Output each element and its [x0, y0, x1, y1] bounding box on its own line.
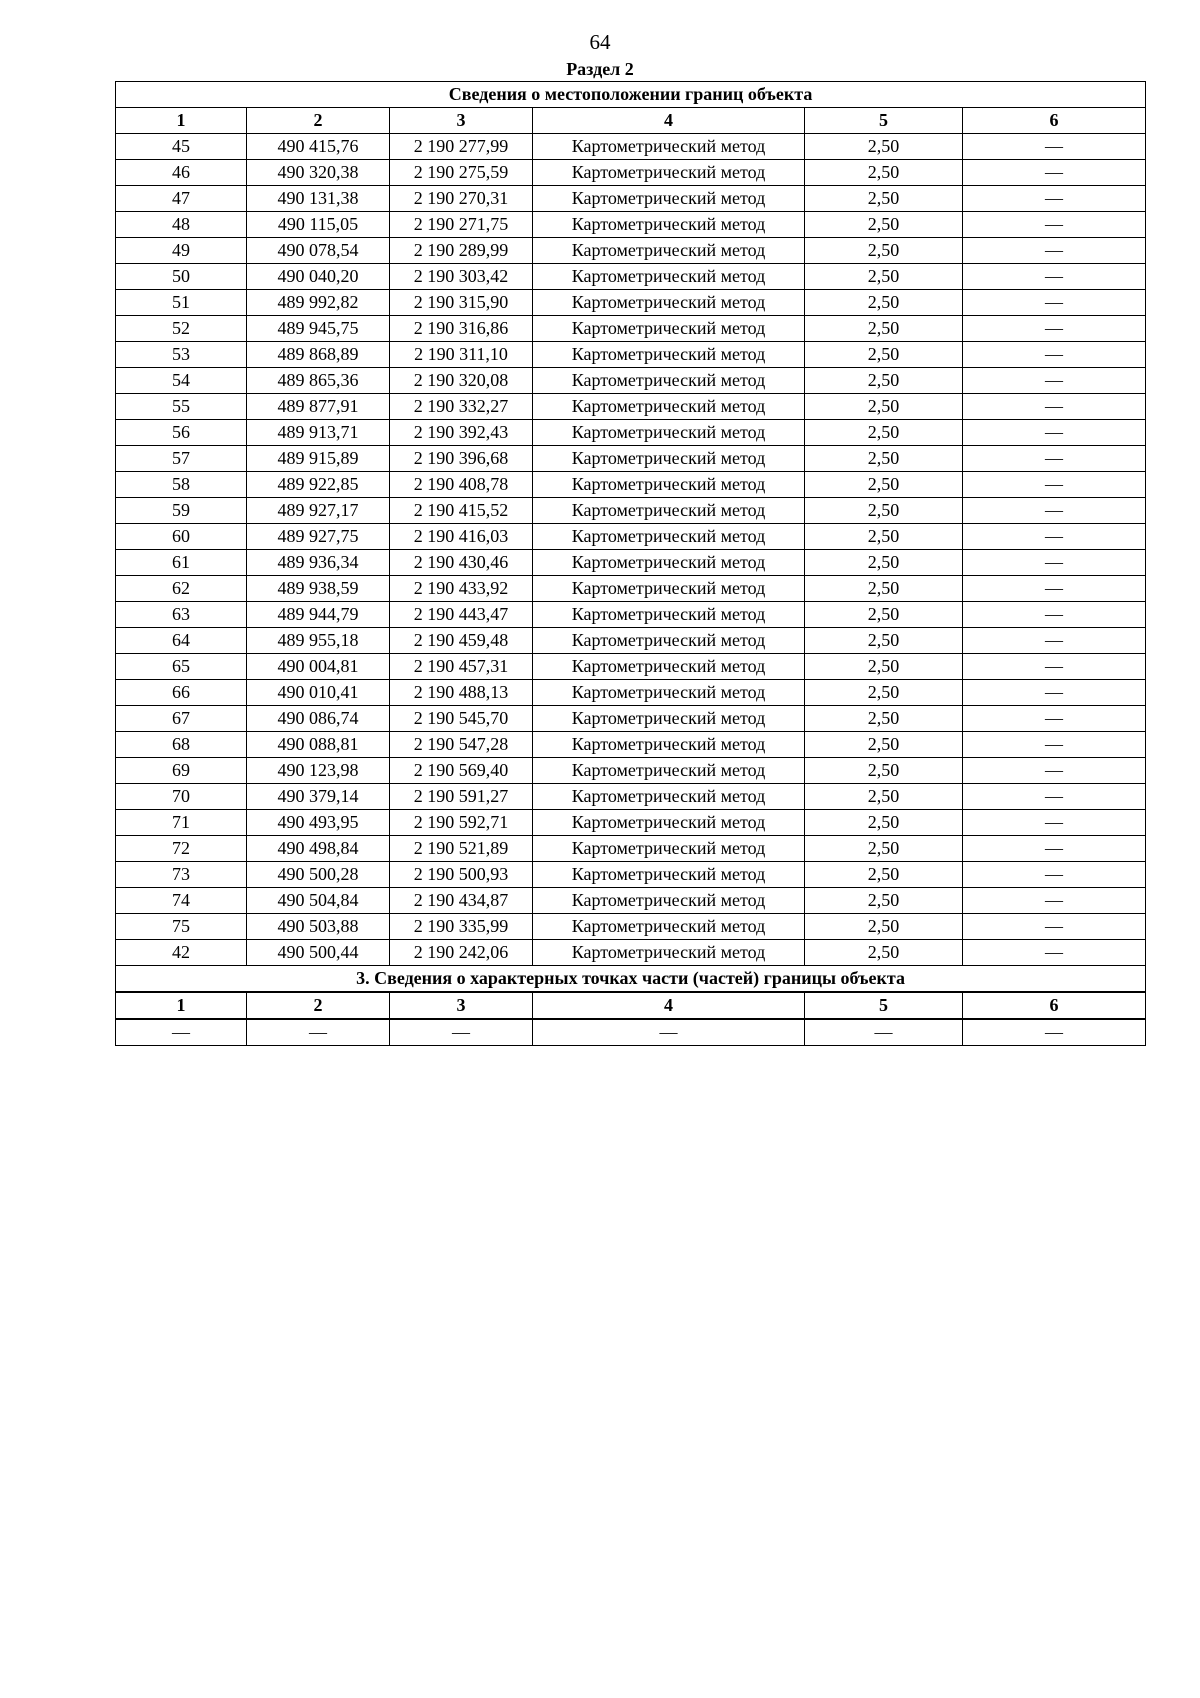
accuracy-cell: 2,50 [805, 914, 963, 940]
x-coordinate-cell: 489 955,18 [247, 628, 390, 654]
table-row [116, 212, 1146, 238]
description-cell: — [963, 784, 1146, 810]
accuracy-cell: 2,50 [805, 186, 963, 212]
table-row [116, 160, 1146, 186]
description-cell: — [963, 914, 1146, 940]
column-number-row [116, 108, 1146, 134]
table-row [116, 472, 1146, 498]
description-cell: — [963, 420, 1146, 446]
y-coordinate-cell: — [390, 1019, 533, 1046]
x-coordinate-cell: 490 010,41 [247, 680, 390, 706]
table-row [116, 862, 1146, 888]
description-cell: — [963, 1019, 1146, 1046]
y-coordinate-cell: 2 190 591,27 [390, 784, 533, 810]
method-cell: Картометрический метод [533, 316, 805, 342]
point-number-cell: 54 [116, 368, 247, 394]
y-coordinate-cell: 2 190 443,47 [390, 602, 533, 628]
y-coordinate-cell: 2 190 316,86 [390, 316, 533, 342]
accuracy-cell: 2,50 [805, 160, 963, 186]
y-coordinate-cell: 2 190 320,08 [390, 368, 533, 394]
x-coordinate-cell: 490 040,20 [247, 264, 390, 290]
x-coordinate-cell: 489 945,75 [247, 316, 390, 342]
method-cell: Картометрический метод [533, 888, 805, 914]
description-cell: — [963, 836, 1146, 862]
x-coordinate-cell: 489 915,89 [247, 446, 390, 472]
y-coordinate-cell: 2 190 335,99 [390, 914, 533, 940]
method-cell: Картометрический метод [533, 654, 805, 680]
x-coordinate-cell: 489 992,82 [247, 290, 390, 316]
y-coordinate-cell: 2 190 416,03 [390, 524, 533, 550]
point-number-cell: 73 [116, 862, 247, 888]
point-number-cell: 75 [116, 914, 247, 940]
column-number: 5 [805, 108, 963, 134]
page-number: 64 [589, 30, 611, 54]
column-number: 6 [963, 992, 1146, 1019]
y-coordinate-cell: 2 190 289,99 [390, 238, 533, 264]
accuracy-cell: 2,50 [805, 862, 963, 888]
x-coordinate-cell: 490 379,14 [247, 784, 390, 810]
boundary-coordinates-table [115, 81, 1146, 1046]
x-coordinate-cell: 490 078,54 [247, 238, 390, 264]
x-coordinate-cell: 489 865,36 [247, 368, 390, 394]
table-row [116, 836, 1146, 862]
accuracy-cell: 2,50 [805, 290, 963, 316]
accuracy-cell: 2,50 [805, 706, 963, 732]
description-cell: — [963, 550, 1146, 576]
table-row [116, 680, 1146, 706]
method-cell: Картометрический метод [533, 160, 805, 186]
description-cell: — [963, 524, 1146, 550]
method-cell: Картометрический метод [533, 238, 805, 264]
point-number-cell: 59 [116, 498, 247, 524]
x-coordinate-cell: 490 415,76 [247, 134, 390, 160]
x-coordinate-cell: 490 123,98 [247, 758, 390, 784]
description-cell: — [963, 264, 1146, 290]
subsection-column-number-row [116, 992, 1146, 1019]
x-coordinate-cell: 489 944,79 [247, 602, 390, 628]
description-cell: — [963, 472, 1146, 498]
method-cell: Картометрический метод [533, 342, 805, 368]
point-number-cell: 66 [116, 680, 247, 706]
description-cell: — [963, 888, 1146, 914]
subsection-caption: 3. Сведения о характерных точках части (частей) границы объекта [116, 966, 1146, 993]
accuracy-cell: 2,50 [805, 940, 963, 966]
point-number-cell: 53 [116, 342, 247, 368]
table-row [116, 134, 1146, 160]
x-coordinate-cell: 489 938,59 [247, 576, 390, 602]
accuracy-cell: 2,50 [805, 836, 963, 862]
column-number: 3 [390, 108, 533, 134]
point-number-cell: 60 [116, 524, 247, 550]
description-cell: — [963, 316, 1146, 342]
accuracy-cell: 2,50 [805, 316, 963, 342]
column-number: 4 [533, 992, 805, 1019]
method-cell: Картометрический метод [533, 732, 805, 758]
y-coordinate-cell: 2 190 547,28 [390, 732, 533, 758]
table-row [116, 550, 1146, 576]
description-cell: — [963, 654, 1146, 680]
description-cell: — [963, 290, 1146, 316]
y-coordinate-cell: 2 190 592,71 [390, 810, 533, 836]
accuracy-cell: — [805, 1019, 963, 1046]
description-cell: — [963, 732, 1146, 758]
y-coordinate-cell: 2 190 545,70 [390, 706, 533, 732]
method-cell: Картометрический метод [533, 186, 805, 212]
point-number-cell: 42 [116, 940, 247, 966]
description-cell: — [963, 576, 1146, 602]
table-caption-row [116, 82, 1146, 108]
x-coordinate-cell: 490 004,81 [247, 654, 390, 680]
accuracy-cell: 2,50 [805, 342, 963, 368]
x-coordinate-cell: 489 927,17 [247, 498, 390, 524]
point-number-cell: 57 [116, 446, 247, 472]
accuracy-cell: 2,50 [805, 758, 963, 784]
method-cell: Картометрический метод [533, 836, 805, 862]
point-number-cell: 45 [116, 134, 247, 160]
accuracy-cell: 2,50 [805, 732, 963, 758]
y-coordinate-cell: 2 190 415,52 [390, 498, 533, 524]
x-coordinate-cell: 489 868,89 [247, 342, 390, 368]
section-title: Раздел 2 [566, 59, 634, 79]
table-row [116, 784, 1146, 810]
point-number-cell: 51 [116, 290, 247, 316]
description-cell: — [963, 186, 1146, 212]
accuracy-cell: 2,50 [805, 212, 963, 238]
x-coordinate-cell: 489 913,71 [247, 420, 390, 446]
point-number-cell: — [116, 1019, 247, 1046]
accuracy-cell: 2,50 [805, 394, 963, 420]
x-coordinate-cell: 490 131,38 [247, 186, 390, 212]
description-cell: — [963, 212, 1146, 238]
point-number-cell: 47 [116, 186, 247, 212]
y-coordinate-cell: 2 190 303,42 [390, 264, 533, 290]
method-cell: Картометрический метод [533, 368, 805, 394]
accuracy-cell: 2,50 [805, 420, 963, 446]
table-row [116, 706, 1146, 732]
y-coordinate-cell: 2 190 569,40 [390, 758, 533, 784]
point-number-cell: 72 [116, 836, 247, 862]
point-number-cell: 56 [116, 420, 247, 446]
x-coordinate-cell: 490 115,05 [247, 212, 390, 238]
method-cell: Картометрический метод [533, 758, 805, 784]
y-coordinate-cell: 2 190 275,59 [390, 160, 533, 186]
method-cell: Картометрический метод [533, 706, 805, 732]
description-cell: — [963, 368, 1146, 394]
point-number-cell: 55 [116, 394, 247, 420]
y-coordinate-cell: 2 190 408,78 [390, 472, 533, 498]
point-number-cell: 74 [116, 888, 247, 914]
description-cell: — [963, 628, 1146, 654]
point-number-cell: 69 [116, 758, 247, 784]
table-row [116, 316, 1146, 342]
y-coordinate-cell: 2 190 396,68 [390, 446, 533, 472]
y-coordinate-cell: 2 190 392,43 [390, 420, 533, 446]
description-cell: — [963, 342, 1146, 368]
x-coordinate-cell: 489 922,85 [247, 472, 390, 498]
column-number: 1 [116, 992, 247, 1019]
accuracy-cell: 2,50 [805, 784, 963, 810]
description-cell: — [963, 680, 1146, 706]
description-cell: — [963, 498, 1146, 524]
x-coordinate-cell: 490 503,88 [247, 914, 390, 940]
method-cell: Картометрический метод [533, 914, 805, 940]
method-cell: Картометрический метод [533, 680, 805, 706]
y-coordinate-cell: 2 190 311,10 [390, 342, 533, 368]
description-cell: — [963, 758, 1146, 784]
table-row [116, 264, 1146, 290]
description-cell: — [963, 160, 1146, 186]
point-number-cell: 50 [116, 264, 247, 290]
table-row [116, 290, 1146, 316]
method-cell: Картометрический метод [533, 810, 805, 836]
table-row [116, 758, 1146, 784]
table-row [116, 602, 1146, 628]
accuracy-cell: 2,50 [805, 810, 963, 836]
point-number-cell: 52 [116, 316, 247, 342]
x-coordinate-cell: 489 877,91 [247, 394, 390, 420]
table-row [116, 498, 1146, 524]
method-cell: Картометрический метод [533, 420, 805, 446]
x-coordinate-cell: 490 088,81 [247, 732, 390, 758]
description-cell: — [963, 940, 1146, 966]
point-number-cell: 63 [116, 602, 247, 628]
y-coordinate-cell: 2 190 315,90 [390, 290, 533, 316]
accuracy-cell: 2,50 [805, 134, 963, 160]
accuracy-cell: 2,50 [805, 264, 963, 290]
table-row [116, 342, 1146, 368]
x-coordinate-cell: 490 493,95 [247, 810, 390, 836]
description-cell: — [963, 810, 1146, 836]
method-cell: Картометрический метод [533, 134, 805, 160]
y-coordinate-cell: 2 190 277,99 [390, 134, 533, 160]
method-cell: Картометрический метод [533, 576, 805, 602]
column-number: 1 [116, 108, 247, 134]
point-number-cell: 61 [116, 550, 247, 576]
description-cell: — [963, 394, 1146, 420]
y-coordinate-cell: 2 190 242,06 [390, 940, 533, 966]
y-coordinate-cell: 2 190 271,75 [390, 212, 533, 238]
y-coordinate-cell: 2 190 521,89 [390, 836, 533, 862]
accuracy-cell: 2,50 [805, 888, 963, 914]
method-cell: — [533, 1019, 805, 1046]
description-cell: — [963, 862, 1146, 888]
column-number: 3 [390, 992, 533, 1019]
column-number: 6 [963, 108, 1146, 134]
table-row [116, 238, 1146, 264]
method-cell: Картометрический метод [533, 628, 805, 654]
accuracy-cell: 2,50 [805, 550, 963, 576]
method-cell: Картометрический метод [533, 394, 805, 420]
description-cell: — [963, 446, 1146, 472]
method-cell: Картометрический метод [533, 550, 805, 576]
point-number-cell: 48 [116, 212, 247, 238]
table-row [116, 810, 1146, 836]
accuracy-cell: 2,50 [805, 576, 963, 602]
point-number-cell: 49 [116, 238, 247, 264]
description-cell: — [963, 706, 1146, 732]
point-number-cell: 65 [116, 654, 247, 680]
x-coordinate-cell: 490 498,84 [247, 836, 390, 862]
description-cell: — [963, 134, 1146, 160]
table-row [116, 654, 1146, 680]
table-caption: Сведения о местоположении границ объекта [116, 82, 1146, 108]
y-coordinate-cell: 2 190 488,13 [390, 680, 533, 706]
accuracy-cell: 2,50 [805, 238, 963, 264]
subsection-caption-row [116, 966, 1146, 993]
table-row [116, 628, 1146, 654]
table-body [116, 82, 1146, 1046]
method-cell: Картометрический метод [533, 212, 805, 238]
table-row [116, 888, 1146, 914]
point-number-cell: 68 [116, 732, 247, 758]
accuracy-cell: 2,50 [805, 368, 963, 394]
column-number: 2 [247, 992, 390, 1019]
x-coordinate-cell: — [247, 1019, 390, 1046]
y-coordinate-cell: 2 190 457,31 [390, 654, 533, 680]
table-row [116, 940, 1146, 966]
accuracy-cell: 2,50 [805, 498, 963, 524]
column-number: 2 [247, 108, 390, 134]
table-row [116, 732, 1146, 758]
x-coordinate-cell: 490 500,28 [247, 862, 390, 888]
y-coordinate-cell: 2 190 434,87 [390, 888, 533, 914]
method-cell: Картометрический метод [533, 290, 805, 316]
x-coordinate-cell: 490 504,84 [247, 888, 390, 914]
table-row [116, 576, 1146, 602]
point-number-cell: 46 [116, 160, 247, 186]
table-row [116, 394, 1146, 420]
y-coordinate-cell: 2 190 433,92 [390, 576, 533, 602]
method-cell: Картометрический метод [533, 472, 805, 498]
accuracy-cell: 2,50 [805, 472, 963, 498]
table-row [116, 524, 1146, 550]
method-cell: Картометрический метод [533, 524, 805, 550]
y-coordinate-cell: 2 190 270,31 [390, 186, 533, 212]
table-row [116, 446, 1146, 472]
y-coordinate-cell: 2 190 430,46 [390, 550, 533, 576]
accuracy-cell: 2,50 [805, 524, 963, 550]
description-cell: — [963, 238, 1146, 264]
point-number-cell: 64 [116, 628, 247, 654]
method-cell: Картометрический метод [533, 264, 805, 290]
accuracy-cell: 2,50 [805, 628, 963, 654]
method-cell: Картометрический метод [533, 602, 805, 628]
method-cell: Картометрический метод [533, 446, 805, 472]
method-cell: Картометрический метод [533, 862, 805, 888]
method-cell: Картометрический метод [533, 784, 805, 810]
method-cell: Картометрический метод [533, 498, 805, 524]
y-coordinate-cell: 2 190 500,93 [390, 862, 533, 888]
accuracy-cell: 2,50 [805, 654, 963, 680]
column-number: 5 [805, 992, 963, 1019]
x-coordinate-cell: 490 086,74 [247, 706, 390, 732]
y-coordinate-cell: 2 190 459,48 [390, 628, 533, 654]
table-row [116, 420, 1146, 446]
point-number-cell: 67 [116, 706, 247, 732]
description-cell: — [963, 602, 1146, 628]
point-number-cell: 62 [116, 576, 247, 602]
table-row [116, 186, 1146, 212]
point-number-cell: 71 [116, 810, 247, 836]
method-cell: Картометрический метод [533, 940, 805, 966]
x-coordinate-cell: 490 500,44 [247, 940, 390, 966]
y-coordinate-cell: 2 190 332,27 [390, 394, 533, 420]
table-row [116, 914, 1146, 940]
subsection-row [116, 1019, 1146, 1046]
x-coordinate-cell: 489 927,75 [247, 524, 390, 550]
x-coordinate-cell: 490 320,38 [247, 160, 390, 186]
x-coordinate-cell: 489 936,34 [247, 550, 390, 576]
point-number-cell: 58 [116, 472, 247, 498]
accuracy-cell: 2,50 [805, 680, 963, 706]
column-number: 4 [533, 108, 805, 134]
accuracy-cell: 2,50 [805, 446, 963, 472]
accuracy-cell: 2,50 [805, 602, 963, 628]
point-number-cell: 70 [116, 784, 247, 810]
table-row [116, 368, 1146, 394]
